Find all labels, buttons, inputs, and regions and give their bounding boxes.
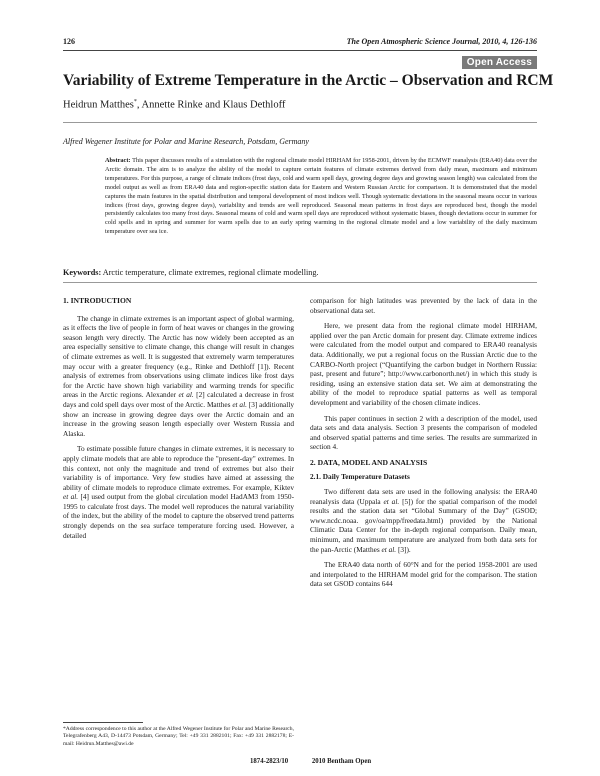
intro-paragraph-1: The change in climate extremes is an important aspect of global warming, as it effects the live of people in form of heat waves or changes in the growing season length very directly. The Arctic has now widely been accepted as an area especially sensitive to climate change, this change will result in changes of climate extremes as well. It is suggested that extremely warm temperatures may occur with a greater frequency (e.g., Rinke and Dethloff [1]). Recent analysis of extremes from observations using climate indices like frost days for the Arctic have shown high variability and warming trends for specific areas in the Arctic regions. Alexander et al. [2] calculated a decrease in frost days and cold spell days over most of the Arctic. Matthes et al. [3] additionally show an increase in growing degree days over the Arctic domain and an increase in the growing season length especially over Western Russia and Alaska. [63, 313, 295, 438]
intro-paragraph-2: To estimate possible future changes in climate extremes, it is necessary to apply climate models that are able to reproduce the "present-day" extremes. In this context, not only the magnitude and trend of extremes but also their variability is of importance. Very few studies have aimed at assessing the ability of climate models to reproduce climate extremes. For example, Kiktev et al. [4] used output from the global circulation model HadAM3 from 1950-1995 to calculate frost days. The model well reproduces the natural variability of the index, but the ability of the model to capture the observed trend patterns strongly depends on the sea surface temperature forcing used. However, a detailed [63, 444, 294, 540]
affiliation: Alfred Wegener Institute for Polar and Marine Research, Potsdam, Germany [63, 137, 309, 146]
page-number: 126 [63, 37, 75, 46]
data-paragraph-1: Two different data sets are used in the following analysis: the ERA40 reanalysis data (Uppala et al. [5]) for the spatial comparison of the model results and the station data set “Global Summary of the Day” (GSOD; www.ncdc.noaa. gov/oa/mpp/freedata.html) provided by the National Climatic Data Center for the in-depth regional comparison. Daily mean, minimum, and maximum temperature are analyzed from both data sets for the pan-Arctic (Matthes et al. [3]). [310, 487, 538, 554]
author-rule [63, 122, 537, 123]
page-footer [250, 758, 371, 765]
footnote-rule [63, 722, 143, 723]
author-list [63, 99, 285, 111]
running-header [63, 37, 537, 49]
keywords-rule [63, 282, 537, 283]
intro-paragraph-3: comparison for high latitudes was prevented by the lack of data in the observational data set. [310, 296, 537, 315]
article-title: Variability of Extreme Temperature in the Arctic – Observation and RCM [63, 72, 554, 89]
open-access-badge: Open Access [462, 56, 537, 69]
header-rule [63, 50, 537, 51]
corresponding-mark: * [133, 99, 137, 105]
left-column [63, 296, 294, 546]
journal-citation: The Open Atmospheric Science Journal, 2010, 4, 126-136 [346, 37, 537, 46]
author-first: Heidrun Matthes [63, 99, 134, 111]
keywords-label: Keywords: [63, 268, 102, 277]
abstract-label: Abstract: [105, 157, 131, 164]
author-rest: , Annette Rinke and Klaus Dethloff [136, 99, 286, 111]
right-column [310, 296, 537, 595]
abstract [105, 157, 537, 237]
intro-paragraph-5: This paper continues in section 2 with a description of the model, used data sets and data analysis. Section 3 presents the comparison of modeled and observed spatial patterns and time series. The results are summarized in section 4. [310, 413, 537, 452]
publisher: 2010 Bentham Open [311, 758, 372, 765]
data-paragraph-2: The ERA40 data north of 60°N and for the period 1958-2001 are used and interpolated to the HIRHAM model grid for the comparison. The station data set GSOD contains 644 [310, 560, 537, 589]
subsection-heading-datasets: 2.1. Daily Temperature Datasets [310, 471, 410, 481]
section-heading-introduction: 1. INTRODUCTION [63, 296, 132, 305]
intro-paragraph-4: Here, we present data from the regional climate model HIRHAM, applied over the pan Arctic domain for present day. Climate extreme indices were calculated from the model output and compared to ERA40 reanalysis data. Additionally, we put a regional focus on the Russian Arctic due to the CARBO-North project (“Quantifying the carbon budget in Northern Russia: past, present and future”; http://www.carbonorth.net/) in which this study is residing, using an extensive station data set. We aim at demonstrating the ability of the model to reproduce spatial patterns as well as temporal development and variability of the chosen climate indices. [310, 321, 537, 407]
issn: 1874-2823/10 [250, 758, 289, 765]
abstract-text: This paper discusses results of a simulation with the regional climate model HIRHAM for 1958-2001, driven by the ECMWF reanalysis (ERA40) data over the Arctic domain. The aim is to analyze the ability of the model to capture certain features of climate extremes derived from daily mean, maximum and minimum temperatures. For this purpose, a range of climate indices (frost days, cold and warm spell days, growing degree days and growing season length) was calculated from the model output as well as from ERA40 data and region-specific station data for Eastern and Western Russian Arctic for comparison. It is demonstrated that the model captures the main features in the spatial distribution and temporal development of most indices well. Though systematic deviations in the seasonal means occur in various indices (frost days, growing degree days), variability and trends are well reproduced. Seasonal mean patterns in frost days are reproduced best, though the model persistently calculates too many frost days. Seasonal means of cold and warm spell days are reproduced without systematic biases, though deviations occur in summer for cold spells and in spring and summer for warm spells due to an early spring warming in the regional climate model and a low variability of the daily maximum temperature over sea ice. [105, 157, 537, 236]
section-heading-data-model: 2. DATA, MODEL AND ANALYSIS [310, 457, 428, 467]
keywords [63, 268, 537, 277]
correspondence-footnote: *Address correspondence to this author at the Alfred Wegener Institute for Polar and Marine Research, Telegrafenberg A43, D-14473 Potsdam, Germany; Tel: +49 331 2882101; Fax: +49 331 2882178; E-mail: Heidrun.Matthes@awi.de [63, 726, 294, 747]
keywords-text: Arctic temperature, climate extremes, regional climate modelling. [101, 268, 319, 277]
